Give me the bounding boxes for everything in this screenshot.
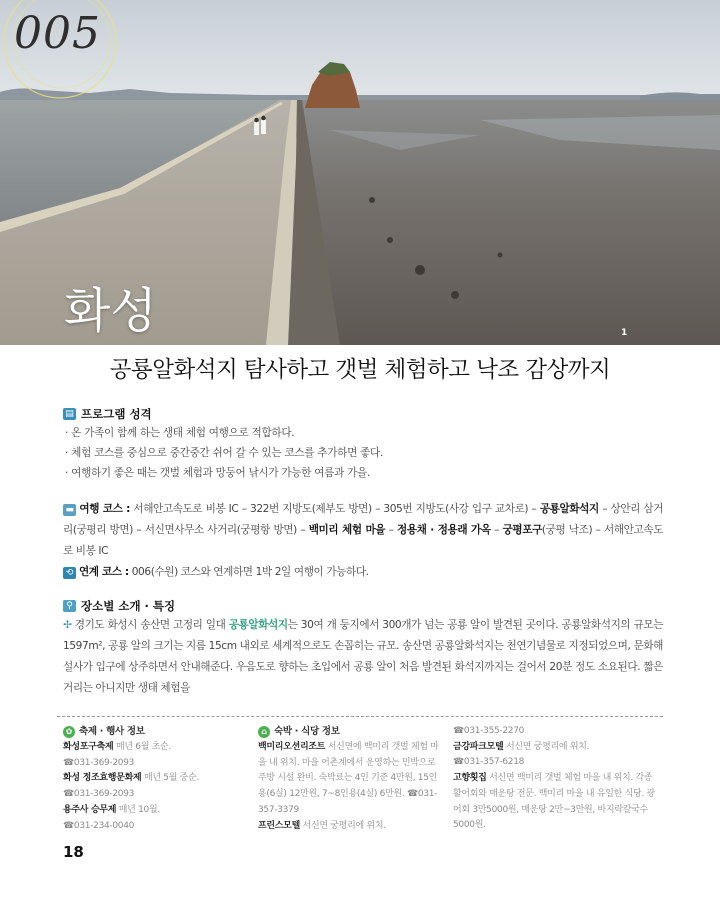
festival-phone xyxy=(63,819,243,835)
course-label: 여행 코스 : xyxy=(79,503,130,515)
phone-icon: ☎ xyxy=(63,789,74,800)
places-paragraph xyxy=(63,615,663,699)
phone-number: 031-357-6218 xyxy=(463,757,525,768)
car-icon: ▬ xyxy=(63,504,76,516)
places-text: 는 30여 개 둥지에서 300개가 넘는 공룡 알이 발견된 곳이다. 공룡알화석지의 규모는 1597m², 공룡 알의 크기는 지름 15cm 내외로 세계적으로도 손꼽히는 규모. 송산면 공룡알화석지는 천연기념물로 지정되었으며, 문화해설사가 입구에 상주하면서 안내해준다. 우음도로 향하는 초입에서 공룡 알이 처음 발견된 화석지까지는 걸어서 20분 정도 소요된다. 짧은 거리는 아니지만 생태 체험을 xyxy=(63,619,664,694)
phone-icon: ☎ xyxy=(63,757,74,768)
lodging-desc: 서신면 궁평리에 위치. xyxy=(302,820,386,831)
lodging-desc: 서신면 궁평리에 위치. xyxy=(505,741,590,752)
link-icon: ⟲ xyxy=(63,567,76,579)
festival-item xyxy=(63,740,243,756)
phone-icon: ☎ xyxy=(453,726,464,736)
course-stop: 공룡알화석지 xyxy=(539,503,599,515)
course-text: (궁평 낙조) – 서해안고속도로 비봉 IC xyxy=(63,524,664,557)
lodging-info xyxy=(258,724,443,834)
places-text: 경기도 화성시 송산면 고정리 일대 xyxy=(74,619,226,631)
places-title: 장소별 소개 · 특징 xyxy=(81,599,176,613)
phone-icon: ☎ xyxy=(453,757,464,768)
lodging-name: 금강파크모텔 xyxy=(453,741,504,752)
linked-course xyxy=(63,562,663,583)
festival-desc: 매년 6월 초순. xyxy=(115,742,172,752)
festival-name: 화성 정조효행문화제 xyxy=(63,773,142,784)
festival-desc: 매년 10월. xyxy=(118,804,160,815)
course-stop: 정용채 · 정용래 가옥 xyxy=(397,524,491,536)
info-divider xyxy=(57,716,663,717)
phone-icon: ☎ xyxy=(63,820,74,831)
linked-label: 연계 코스 : xyxy=(78,566,129,578)
lodging-item xyxy=(258,819,443,835)
places-highlight: 공룡알화석지 xyxy=(228,619,288,631)
phone-number: 031-355-2270 xyxy=(463,726,525,736)
pinwheel-icon: ✢ xyxy=(63,619,72,631)
festival-item xyxy=(63,803,243,819)
body-content xyxy=(63,405,663,699)
restaurant-desc: 서신면 백미리 갯벌 체험 마을 내 위치. 각종 활어회와 매운탕 전문. 백미리 마을 내 유일한 식당. 광어회 3만5000원, 매운탕 2만~3만원, 바지락칼국수 5000원. xyxy=(453,773,655,831)
page-subtitle: 공룡알화석지 탐사하고 갯벌 체험하고 낙조 감상까지 xyxy=(109,357,611,383)
festival-info xyxy=(63,724,243,834)
program-title: 프로그램 성격 xyxy=(81,407,152,421)
course-text: – xyxy=(388,524,394,536)
lodging-info-continued xyxy=(453,724,658,834)
festival-item xyxy=(63,771,243,787)
book-icon: ▤ xyxy=(63,408,76,420)
phone-line xyxy=(453,755,658,771)
festival-phone xyxy=(63,756,243,772)
program-bullet: · 온 가족이 함께 하는 생태 체험 여행으로 적합하다. xyxy=(65,427,295,439)
festival-phone xyxy=(63,787,243,803)
course-stop: 궁평포구 xyxy=(502,524,542,536)
program-heading xyxy=(63,405,663,423)
linked-text: 006(수원) 코스와 연계하면 1박 2일 여행이 가능하다. xyxy=(131,566,369,578)
course-text: – xyxy=(494,524,500,536)
page-number: 18 xyxy=(63,843,84,861)
photo-number: 1 xyxy=(621,328,628,338)
restaurant-item xyxy=(453,771,658,834)
region-title: 화성 xyxy=(64,283,157,339)
phone-number: 031-369-2093 xyxy=(73,757,135,768)
phone-number: 031-357-3379 xyxy=(258,789,438,815)
lodging-heading xyxy=(258,724,443,740)
festival-heading xyxy=(63,724,243,740)
festival-name: 화성포구축제 xyxy=(63,742,114,752)
festival-icon: ✿ xyxy=(63,726,75,738)
lodging-desc: 서신면에 백미리 갯벌 체험 마을 내 위치. 마을 어촌계에서 운영하는 민박으로 주방 시설 완비. 숙박료는 4인 기준 4만원, 15인용(6실) 12만원, 7~8인용(4실) 6만원. xyxy=(258,742,439,800)
festival-desc: 매년 5월 중순. xyxy=(143,773,200,784)
lodging-title: 숙박 · 식당 정보 xyxy=(274,726,340,738)
lodging-item xyxy=(258,740,443,819)
phone-number: 031-234-0040 xyxy=(73,820,135,831)
course-paragraph xyxy=(63,499,663,562)
magnifier-icon: ⚲ xyxy=(63,600,76,612)
phone-icon: ☎ xyxy=(406,789,418,800)
lodging-item xyxy=(453,740,658,756)
lodging-icon: ⌂ xyxy=(258,726,270,738)
festival-title: 축제 · 행사 정보 xyxy=(79,726,145,738)
festival-name: 용주사 승무제 xyxy=(63,804,117,815)
course-stop: 백미리 체험 마을 xyxy=(308,524,386,536)
lodging-name: 백미리오션리조트 xyxy=(258,742,326,752)
program-bullet: · 여행하기 좋은 때는 갯벌 체험과 망둥어 낚시가 가능한 여름과 가을. xyxy=(65,467,371,479)
cover-photo xyxy=(0,0,720,345)
phone-line xyxy=(453,724,658,740)
phone-number: 031-369-2093 xyxy=(73,789,135,800)
places-heading xyxy=(63,597,663,615)
program-bullet: · 체험 코스를 중심으로 중간중간 쉬어 갈 수 있는 코스를 추가하면 좋다. xyxy=(65,447,384,459)
course-text: 서해안고속도로 비봉 IC – 322번 지방도(제부도 방면) – 305번 지방도(사강 입구 교차로) – xyxy=(133,503,537,515)
course-number: 005 xyxy=(14,8,101,59)
lodging-name: 프린스모텔 xyxy=(258,820,300,831)
restaurant-name: 고향횟집 xyxy=(453,773,487,784)
course-text: – 상안리 삼거리(궁평리 방면) – 서신면사무소 사거리(궁평항 방면) – xyxy=(63,503,664,536)
